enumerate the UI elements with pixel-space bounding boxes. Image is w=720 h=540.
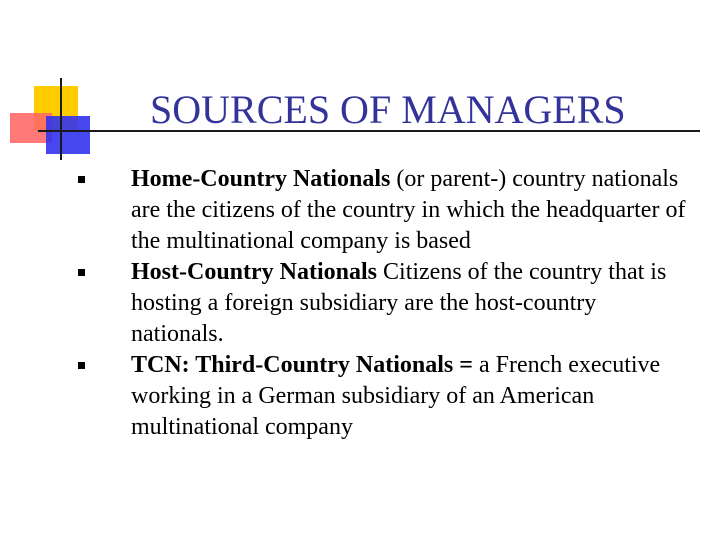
logo-blue-square — [46, 116, 90, 154]
bullet-term: TCN: Third-Country Nationals = — [131, 352, 473, 378]
slide-title: SOURCES OF MANAGERS — [150, 87, 626, 132]
bullet-marker-icon — [78, 362, 85, 369]
bullet-term: Host-Country Nationals — [131, 259, 378, 285]
bullet-term: Home-Country Nationals — [131, 166, 391, 192]
bullet-list — [78, 164, 688, 443]
bullet-text: Citizens of the country that is hosting a foreign subsidiary are the host-country nationals. — [131, 259, 667, 347]
bullet-item-home-country — [78, 164, 688, 257]
bullet-item-host-country — [78, 257, 688, 350]
bullet-marker-icon — [78, 269, 85, 276]
bullet-text: a French executive working in a German subsidiary of an American multinational company — [131, 352, 661, 440]
logo-vertical-line — [60, 78, 62, 160]
bullet-item-third-country — [78, 350, 688, 443]
bullet-text: (or parent-) country nationals are the citizens of the country in which the headquarter of the multinational company is based — [131, 166, 686, 254]
bullet-marker-icon — [78, 176, 85, 183]
